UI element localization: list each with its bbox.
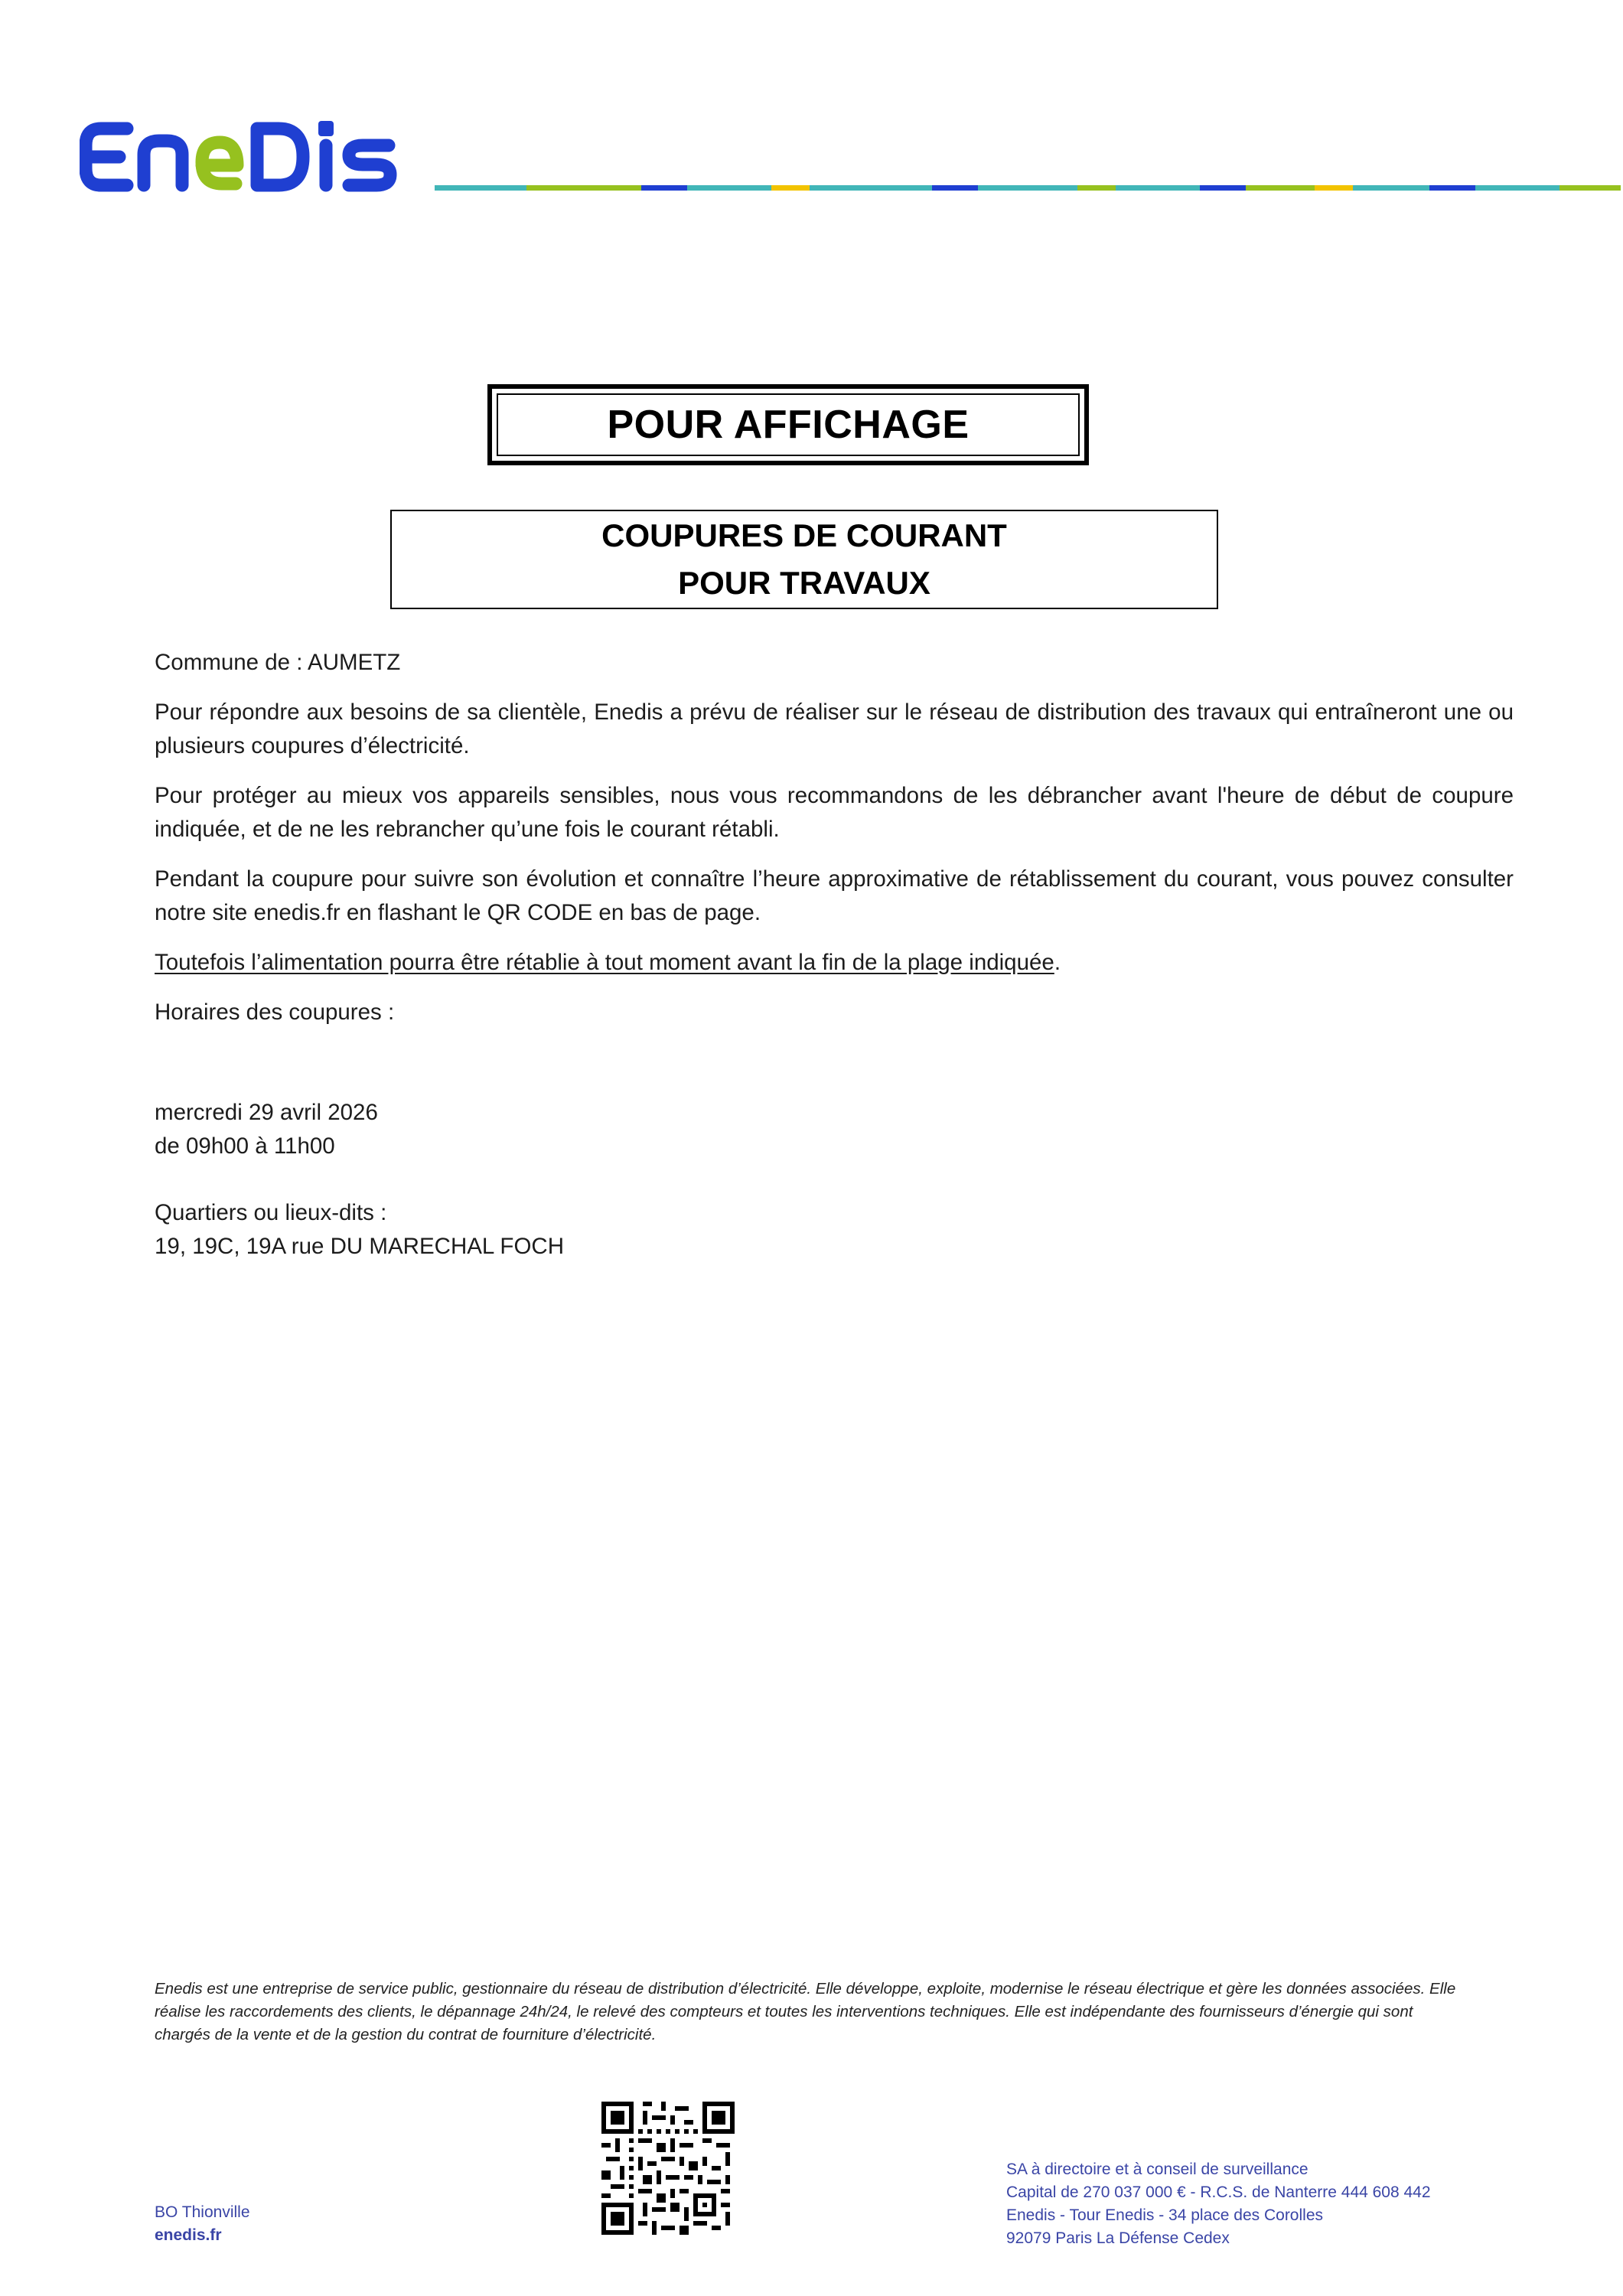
enedis-logo — [80, 115, 432, 199]
qr-code-icon[interactable] — [601, 2102, 735, 2235]
website-link[interactable]: enedis.fr — [155, 2226, 222, 2244]
office-name: BO Thionville — [155, 2203, 250, 2221]
warning-period: . — [1054, 950, 1061, 975]
quartiers-label: Quartiers ou lieux-dits : — [155, 1200, 387, 1225]
outage-time: de 09h00 à 11h00 — [155, 1133, 335, 1159]
legal-line-3: Enedis - Tour Enedis - 34 place des Corolles — [1006, 2206, 1324, 2224]
company-disclaimer: Enedis est une entreprise de service public, gestionnaire du réseau de distribution d’électricité. Elle développe, exploite, modernise le réseau électrique et gère les données associées. Elle réalise les raccordements des clients, le dépannage 24h/24, le relevé des compteurs et toutes les interventions techniques. Elle est indépendante des fournisseurs d’énergie qui sont chargés de la vente et de la gestion du contrat de fourniture d’électricité. — [155, 1980, 1456, 2043]
subtitle-line-1: COUPURES DE COURANT — [601, 517, 1007, 553]
paragraph-follow-up: Pendant la coupure pour suivre son évolution et connaître l’heure approximative de rétablissement du courant, vous pouvez consulter notre site enedis.fr en flashant le QR CODE en bas de page. — [155, 866, 1514, 925]
warning-underlined-text: Toutefois l’alimentation pourra être rétablie à tout moment avant la fin de la plage indiquée — [155, 950, 1054, 975]
legal-line-1: SA à directoire et à conseil de surveillance — [1006, 2161, 1309, 2178]
legal-line-4: 92079 Paris La Défense Cedex — [1006, 2229, 1230, 2247]
horaires-label: Horaires des coupures : — [155, 1000, 395, 1025]
subtitle-box — [390, 510, 1218, 609]
brand-color-stripe — [435, 185, 1621, 191]
main-title: POUR AFFICHAGE — [497, 393, 1080, 456]
paragraph-intro: Pour répondre aux besoins de sa clientèle, Enedis a prévu de réaliser sur le réseau de distribution des travaux qui entraîneront une ou plusieurs coupures d’électricité. — [155, 700, 1514, 758]
outage-address: 19, 19C, 19A rue DU MARECHAL FOCH — [155, 1234, 565, 1259]
paragraph-protection: Pour protéger au mieux vos appareils sensibles, nous vous recommandons de les débrancher avant l'heure de début de coupure indiquée, et de ne les rebrancher qu’une fois le courant rétabli. — [155, 783, 1514, 842]
subtitle-line-2: POUR TRAVAUX — [678, 565, 930, 601]
commune-line: Commune de : AUMETZ — [155, 650, 401, 675]
legal-line-2: Capital de 270 037 000 € - R.C.S. de Nanterre 444 608 442 — [1006, 2183, 1431, 2201]
outage-date: mercredi 29 avril 2026 — [155, 1100, 378, 1125]
paragraph-warning — [155, 946, 1514, 980]
footer-left — [155, 2201, 250, 2247]
footer-legal — [1006, 2158, 1431, 2250]
main-title-box — [487, 384, 1089, 465]
